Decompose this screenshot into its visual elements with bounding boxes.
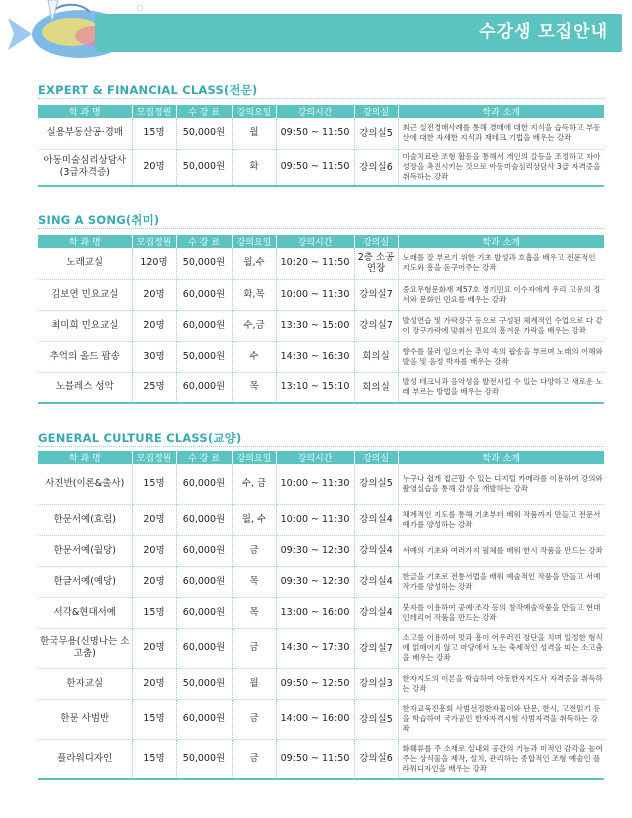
class-time: 09:30 ~ 12:30 <box>276 566 354 597</box>
table-row <box>38 504 604 535</box>
class-time: 13:00 ~ 16:00 <box>276 597 354 628</box>
section-title-culture: GENERAL CULTURE CLASS(교양) <box>38 431 242 445</box>
table-row <box>38 279 604 310</box>
course-description: 최근 실전경매사례를 통해 경매에 대한 지식을 습득하고 부동산에 대한 자세한 지식과 재테크 기법을 배우는 강좌 <box>398 118 604 149</box>
fee: 60,000원 <box>176 279 232 310</box>
classroom: 강의실3 <box>354 668 398 699</box>
course-description: 한자교육진흥회 사범선정한자물이와 단문, 한시, 고전읽기 등을 학습하여 국가공인 한자자격시험 사범자격을 취득하는 강좌 <box>398 699 604 739</box>
fee: 50,000원 <box>176 341 232 372</box>
fee: 60,000원 <box>176 597 232 628</box>
fee: 60,000원 <box>176 504 232 535</box>
classroom: 강의실5 <box>354 699 398 739</box>
column-header-class-time: 강의시간 <box>276 451 354 464</box>
course-name: 플라워디자인 <box>38 739 132 779</box>
classroom: 회의실 <box>354 372 398 403</box>
course-name: 노블레스 성악 <box>38 372 132 403</box>
course-name: 서각&현대서예 <box>38 597 132 628</box>
hobby-class-table <box>38 235 604 404</box>
capacity: 20명 <box>132 279 176 310</box>
class-time: 10:20 ~ 11:50 <box>276 248 354 279</box>
table-row <box>38 464 604 504</box>
fee: 60,000원 <box>176 310 232 341</box>
classroom: 강의실4 <box>354 566 398 597</box>
column-header-fee: 수 강 료 <box>176 235 232 248</box>
classroom: 2층 소공연장 <box>354 248 398 279</box>
table-row <box>38 668 604 699</box>
fee: 60,000원 <box>176 566 232 597</box>
class-day: 월, 수 <box>232 504 276 535</box>
table-header-row <box>38 235 604 248</box>
class-time: 14:30 ~ 16:30 <box>276 341 354 372</box>
fee: 60,000원 <box>176 372 232 403</box>
section-divider <box>38 228 604 229</box>
fee: 50,000원 <box>176 118 232 149</box>
column-header-fee: 수 강 료 <box>176 105 232 118</box>
capacity: 20명 <box>132 535 176 566</box>
capacity: 120명 <box>132 248 176 279</box>
capacity: 30명 <box>132 341 176 372</box>
table-row <box>38 535 604 566</box>
column-header-capacity: 모집정원 <box>132 235 176 248</box>
class-day: 월,수 <box>232 248 276 279</box>
course-description: 소고를 이용하여 멋과 흥이 어우러진 장단을 치며 일정한 형식에 얽매이지 않고 마당에서 노는 축제적인 성격을 띠는 소고춤을 배우는 강좌 <box>398 628 604 668</box>
classroom: 강의실4 <box>354 597 398 628</box>
fee: 60,000원 <box>176 699 232 739</box>
classroom: 강의실7 <box>354 279 398 310</box>
section-title-hobby: SING A SONG(취미) <box>38 213 160 227</box>
table-row <box>38 310 604 341</box>
class-day: 목 <box>232 372 276 403</box>
class-day: 수,금 <box>232 310 276 341</box>
column-header-course-name: 학 과 명 <box>38 105 132 118</box>
class-time: 10:00 ~ 11:30 <box>276 504 354 535</box>
table-row <box>38 739 604 779</box>
class-time: 09:50 ~ 12:50 <box>276 668 354 699</box>
column-header-course-name: 학 과 명 <box>38 235 132 248</box>
class-day: 금 <box>232 739 276 779</box>
column-header-course-description: 학과 소개 <box>398 235 604 248</box>
class-day: 월 <box>232 668 276 699</box>
fee: 50,000원 <box>176 248 232 279</box>
fee: 60,000원 <box>176 628 232 668</box>
course-description: 발성연습 및 가락장구 등으로 구성된 체계적인 수업으로 다 같이 장구가락에 맞춰서 민요의 흥겨운 가락을 배우는 강좌 <box>398 310 604 341</box>
class-day: 금 <box>232 535 276 566</box>
class-time: 13:10 ~ 15:10 <box>276 372 354 403</box>
capacity: 20명 <box>132 310 176 341</box>
culture-class-table <box>38 451 604 780</box>
column-header-class-day: 강의요일 <box>232 105 276 118</box>
column-header-fee: 수 강 료 <box>176 451 232 464</box>
capacity: 20명 <box>132 566 176 597</box>
fee: 60,000원 <box>176 464 232 504</box>
class-day: 월 <box>232 118 276 149</box>
column-header-capacity: 모집정원 <box>132 451 176 464</box>
class-day: 화 <box>232 149 276 186</box>
class-time: 09:50 ~ 11:50 <box>276 739 354 779</box>
course-name: 추억의 올드 팝송 <box>38 341 132 372</box>
capacity: 15명 <box>132 118 176 149</box>
table-row <box>38 628 604 668</box>
course-description: 서예의 기초와 여러가지 필체를 배워 한시 작품을 만드는 강좌 <box>398 535 604 566</box>
class-time: 13:30 ~ 15:00 <box>276 310 354 341</box>
class-time: 14:00 ~ 16:00 <box>276 699 354 739</box>
course-description: 미술치료란 조형 활동을 통해서 개인의 갈등을 조정하고 자아성장을 촉진시키는 것으로 아동미술심리상담사 3급 자격증을 취득하는 강좌 <box>398 149 604 186</box>
page-title: 수강생 모집안내 <box>479 22 608 42</box>
column-header-class-time: 강의시간 <box>276 235 354 248</box>
fee: 60,000원 <box>176 535 232 566</box>
column-header-classroom: 강의실 <box>354 451 398 464</box>
class-time: 09:30 ~ 12:30 <box>276 535 354 566</box>
course-description: 중요무형문화재 제57호 경기민요 이수자에게 우리 고유의 정서와 문화인 민요를 배우는 강좌 <box>398 279 604 310</box>
fee: 50,000원 <box>176 739 232 779</box>
course-description: 향수를 불러 일으키는 추억 속의 팝송을 부르며 노래의 이해와 발음 및 음정 박자를 배우는 강좌 <box>398 341 604 372</box>
capacity: 25명 <box>132 372 176 403</box>
column-header-class-day: 강의요일 <box>232 235 276 248</box>
capacity: 15명 <box>132 597 176 628</box>
class-time: 09:50 ~ 11:50 <box>276 149 354 186</box>
classroom: 강의실6 <box>354 149 398 186</box>
course-name: 실용부동산공·경매 <box>38 118 132 149</box>
table-row <box>38 372 604 403</box>
section-divider <box>38 446 604 447</box>
course-description: 한글을 기초로 전통서법을 배워 예술적인 작품을 만들고 서예작가를 양성하는 강좌 <box>398 566 604 597</box>
course-description: 화훼류를 주 소재로 실내외 공간의 기능과 미적인 감각을 높여주는 상식물을 제작, 설치, 관리하는 종합적인 조형 예술인 플라워디자인을 배우는 강좌 <box>398 739 604 779</box>
course-description: 발성 테크닉과 음악성을 발전시킬 수 있는 다양하고 새로운 노래 부르는 방법을 배우는 강좌 <box>398 372 604 403</box>
table-header-row <box>38 105 604 118</box>
section-title-expert: EXPERT & FINANCIAL CLASS(전문) <box>38 83 258 97</box>
section-divider <box>38 98 604 99</box>
classroom: 강의실5 <box>354 118 398 149</box>
capacity: 15명 <box>132 739 176 779</box>
fee: 50,000원 <box>176 668 232 699</box>
course-name: 김보연 민요교실 <box>38 279 132 310</box>
table-row <box>38 341 604 372</box>
column-header-capacity: 모집정원 <box>132 105 176 118</box>
course-name: 노래교실 <box>38 248 132 279</box>
course-name: 한국무용(신명나는 소고춤) <box>38 628 132 668</box>
table-row <box>38 248 604 279</box>
class-time: 10:00 ~ 11:30 <box>276 464 354 504</box>
column-header-course-description: 학과 소개 <box>398 105 604 118</box>
expert-class-table <box>38 105 604 187</box>
class-time: 14:30 ~ 17:30 <box>276 628 354 668</box>
class-day: 금 <box>232 699 276 739</box>
fee: 50,000원 <box>176 149 232 186</box>
class-time: 09:50 ~ 11:50 <box>276 118 354 149</box>
class-day: 수 <box>232 341 276 372</box>
classroom: 회의실 <box>354 341 398 372</box>
capacity: 20명 <box>132 668 176 699</box>
classroom: 강의실5 <box>354 464 398 504</box>
column-header-course-name: 학 과 명 <box>38 451 132 464</box>
course-name: 사진반(이론&출사) <box>38 464 132 504</box>
table-row <box>38 149 604 186</box>
capacity: 15명 <box>132 464 176 504</box>
table-row <box>38 597 604 628</box>
class-day: 목 <box>232 597 276 628</box>
table-row <box>38 566 604 597</box>
classroom: 강의실7 <box>354 628 398 668</box>
course-description: 한자지도의 이론을 학습하여 아동한자지도사 자격증을 취득하는 강좌 <box>398 668 604 699</box>
course-name: 아동미술심리상담사(3급자격증) <box>38 149 132 186</box>
course-name: 한글서예(예당) <box>38 566 132 597</box>
class-day: 목 <box>232 566 276 597</box>
table-row <box>38 699 604 739</box>
classroom: 강의실7 <box>354 310 398 341</box>
table-header-row <box>38 451 604 464</box>
column-header-class-time: 강의시간 <box>276 105 354 118</box>
course-description: 체계적인 지도를 통해 기초부터 배워 작품까지 만들고 전문서예가를 양성하는 강좌 <box>398 504 604 535</box>
course-name: 한문서예(효림) <box>38 504 132 535</box>
course-description: 노래를 잘 부르기 위한 기초 발성과 호흡을 배우고 전문적인 지도와 흥을 돋구어주는 강좌 <box>398 248 604 279</box>
column-header-classroom: 강의실 <box>354 105 398 118</box>
course-name: 한자교실 <box>38 668 132 699</box>
classroom: 강의실4 <box>354 535 398 566</box>
capacity: 20명 <box>132 149 176 186</box>
capacity: 20명 <box>132 504 176 535</box>
capacity: 20명 <box>132 628 176 668</box>
class-day: 금 <box>232 628 276 668</box>
capacity: 15명 <box>132 699 176 739</box>
banner <box>0 0 632 62</box>
course-name: 한문서예(월당) <box>38 535 132 566</box>
class-day: 화,목 <box>232 279 276 310</box>
course-description: 붓자를 이용하여 공예·조각 등의 창작예술작품을 만들고 현대인테리어 작품을 만드는 강좌 <box>398 597 604 628</box>
class-time: 10:00 ~ 11:30 <box>276 279 354 310</box>
classroom: 강의실6 <box>354 739 398 779</box>
column-header-classroom: 강의실 <box>354 235 398 248</box>
classroom: 강의실4 <box>354 504 398 535</box>
course-name: 한문 사범반 <box>38 699 132 739</box>
table-row <box>38 118 604 149</box>
course-description: 누구나 쉽게 접근할 수 있는 디지털 카메라를 이용하여 강의와 촬영실습을 통해 감성을 개발하는 강좌 <box>398 464 604 504</box>
class-day: 수, 금 <box>232 464 276 504</box>
course-name: 최미희 민요교실 <box>38 310 132 341</box>
column-header-course-description: 학과 소개 <box>398 451 604 464</box>
column-header-class-day: 강의요일 <box>232 451 276 464</box>
